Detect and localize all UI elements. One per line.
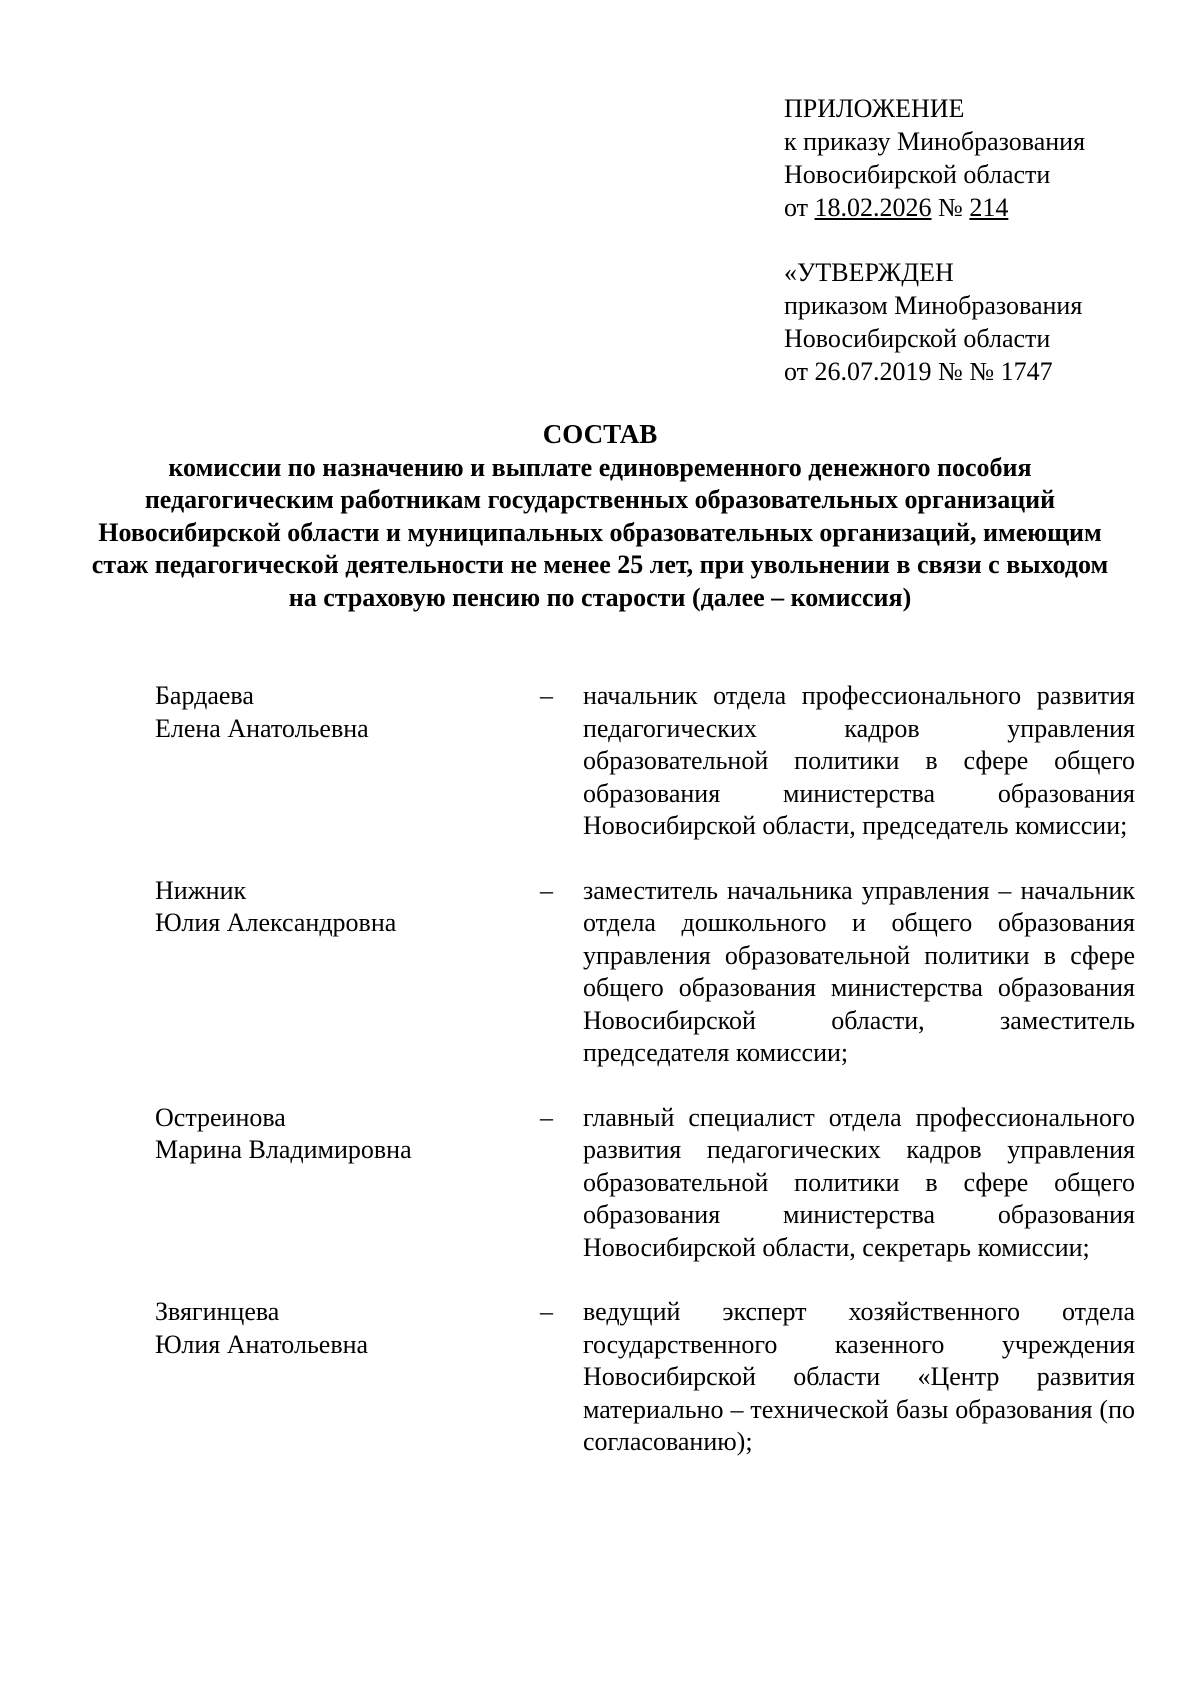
appendix-line-2: Новосибирской области — [784, 160, 1051, 189]
member-surname: Звягинцева — [155, 1297, 280, 1326]
member-dash: – — [540, 1297, 553, 1326]
member-row — [155, 680, 1135, 843]
member-role: главный специалист отдела профессионального развития педагогических кадров управления образовательной политики в сфере общего образования министерства образования Новосибирской области, секретарь комиссии; — [583, 1102, 1135, 1262]
appendix-date-line — [784, 191, 1184, 224]
appendix-date-prefix: от — [784, 193, 815, 222]
member-dash: – — [540, 1102, 553, 1132]
member-surname: Остреинова — [155, 1102, 286, 1132]
members-list — [155, 680, 1135, 1491]
approved-block — [784, 256, 1184, 388]
member-row — [155, 1102, 1135, 1265]
document-title: СОСТАВ — [542, 419, 658, 449]
member-given-name: Елена Анатольевна — [155, 713, 369, 743]
appendix-block — [784, 92, 1184, 224]
approved-line-1: приказом Минобразования — [784, 291, 1083, 320]
member-name — [155, 680, 540, 843]
document-heading — [90, 418, 1110, 614]
member-given-name: Марина Владимировна — [155, 1135, 412, 1164]
document-subtitle: комиссии по назначению и выплате единовременного денежного пособия педагогическим работникам государственных образовательных организаций Новосибирской области и муниципальных образовательных организаций, имеющим стаж педагогической деятельности не менее 25 лет, при увольнении в связи с выходом на страховую пенсию по старости (далее – комиссия) — [91, 452, 1109, 612]
member-name — [155, 1102, 540, 1265]
approved-title: «УТВЕРЖДЕН — [784, 258, 954, 287]
appendix-number: 214 — [969, 193, 1009, 222]
appendix-date: 18.02.2026 — [814, 193, 932, 222]
appendix-line-1: к приказу Минобразования — [784, 127, 1086, 156]
approved-line-3: от 26.07.2019 № № 1747 — [784, 357, 1053, 386]
member-name — [155, 1296, 540, 1459]
member-dash: – — [540, 875, 553, 905]
member-surname: Нижник — [155, 875, 247, 905]
member-surname: Бардаева — [155, 681, 254, 710]
member-role: заместитель начальника управления – начальник отдела дошкольного и общего образования управления образовательной политики в сфере общего образования министерства образования Новосибирской области, заместитель председателя комиссии; — [583, 875, 1135, 1067]
approved-line-2: Новосибирской области — [784, 324, 1051, 353]
appendix-number-prefix: № — [931, 193, 970, 222]
member-role: ведущий эксперт хозяйственного отдела государственного казенного учреждения Новосибирской области «Центр развития материально – технической базы образования (по согласованию); — [583, 1297, 1135, 1456]
member-given-name: Юлия Анатольевна — [155, 1329, 369, 1359]
member-dash: – — [540, 681, 553, 710]
member-row — [155, 1296, 1135, 1459]
member-name — [155, 875, 540, 1070]
member-row — [155, 875, 1135, 1070]
member-role: начальник отдела профессионального развития педагогических кадров управления образовательной политики в сфере общего образования министерства образования Новосибирской области, председатель комиссии; — [583, 681, 1135, 840]
member-given-name: Юлия Александровна — [155, 908, 397, 937]
appendix-title: ПРИЛОЖЕНИЕ — [784, 94, 965, 123]
